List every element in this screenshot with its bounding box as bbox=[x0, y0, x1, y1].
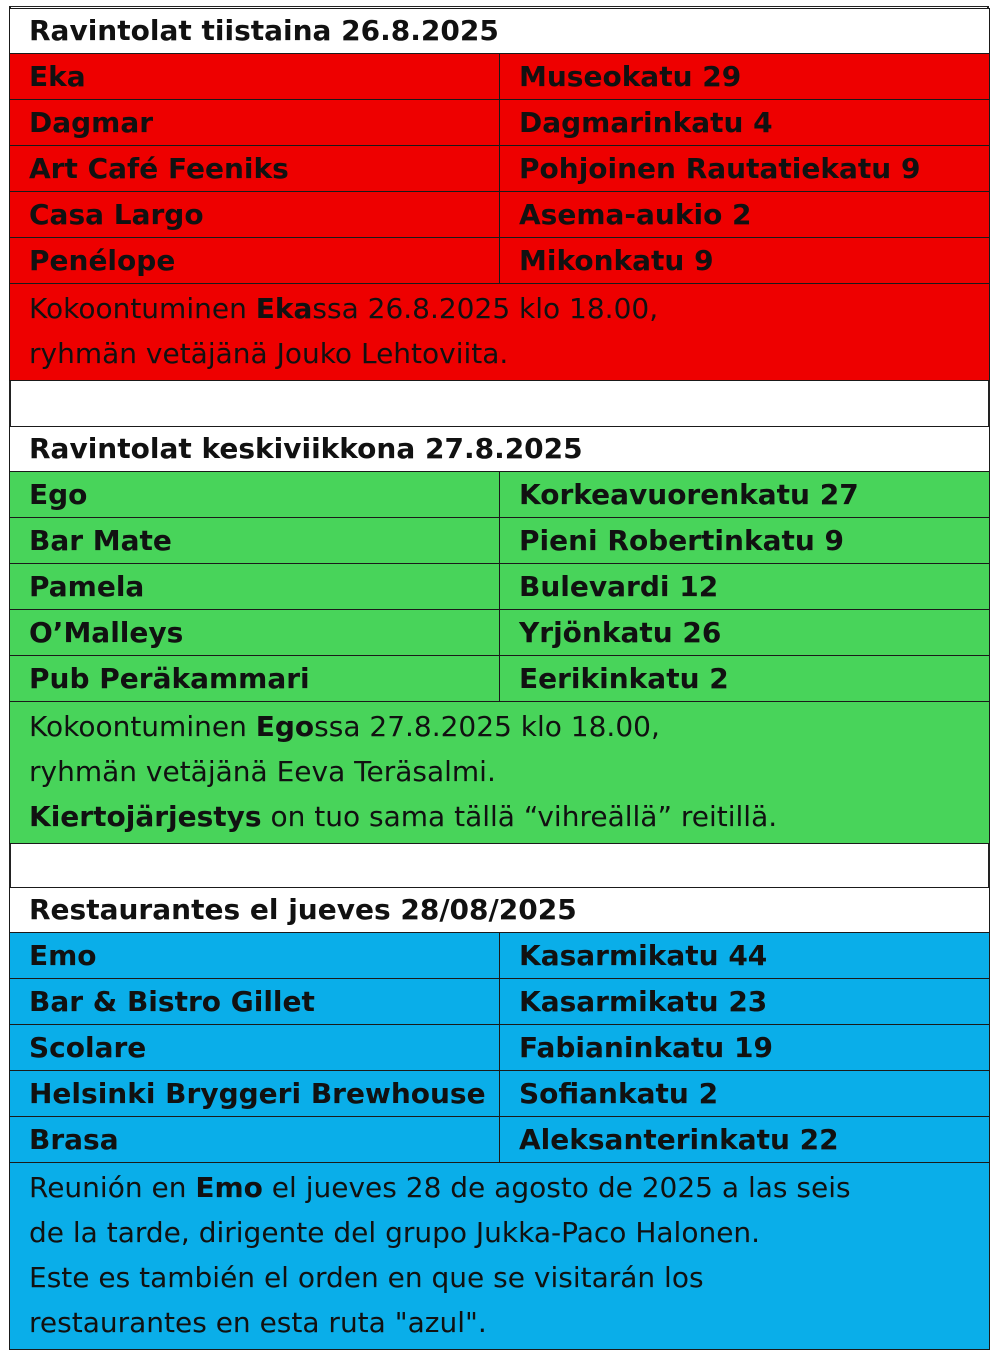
table-row bbox=[10, 979, 990, 1025]
note-bold: Kiertojärjestys bbox=[29, 800, 262, 833]
restaurant-address: Aleksanterinkatu 22 bbox=[500, 1117, 990, 1163]
note-text: ssa 26.8.2025 klo 18.00, bbox=[312, 292, 659, 325]
restaurant-address: Kasarmikatu 44 bbox=[500, 933, 990, 979]
section-spacer bbox=[9, 377, 990, 427]
table-row bbox=[10, 610, 990, 656]
note-text: on tuo sama tällä “vihreällä” reitillä. bbox=[261, 800, 778, 833]
restaurant-name: Bar Mate bbox=[10, 518, 500, 564]
tuesday-restaurants-table bbox=[9, 8, 990, 381]
restaurant-name: Penélope bbox=[10, 238, 500, 284]
table-row bbox=[10, 933, 990, 979]
note-bold: Ego bbox=[255, 710, 315, 743]
restaurant-name: Art Café Feeniks bbox=[10, 146, 500, 192]
restaurant-name: Eka bbox=[10, 54, 500, 100]
restaurant-address: Pieni Robertinkatu 9 bbox=[500, 518, 990, 564]
note-text: ryhmän vetäjänä Jouko Lehtoviita. bbox=[29, 337, 509, 370]
meeting-note bbox=[10, 284, 990, 381]
thursday-restaurants-table bbox=[9, 887, 990, 1350]
restaurant-address: Kasarmikatu 23 bbox=[500, 979, 990, 1025]
note-bold: Eka bbox=[255, 292, 313, 325]
note-text: restaurantes en esta ruta "azul". bbox=[29, 1306, 487, 1339]
table-row bbox=[10, 472, 990, 518]
restaurant-address: Sofiankatu 2 bbox=[500, 1071, 990, 1117]
restaurant-address: Pohjoinen Rautatiekatu 9 bbox=[500, 146, 990, 192]
meeting-note bbox=[10, 1163, 990, 1350]
restaurant-name: Ego bbox=[10, 472, 500, 518]
restaurant-name: Dagmar bbox=[10, 100, 500, 146]
restaurant-name: Bar & Bistro Gillet bbox=[10, 979, 500, 1025]
note-text: ryhmän vetäjänä Eeva Teräsalmi. bbox=[29, 755, 496, 788]
restaurant-name: Pamela bbox=[10, 564, 500, 610]
note-text: Kokoontuminen bbox=[29, 710, 256, 743]
table-row bbox=[10, 238, 990, 284]
wednesday-restaurants-table bbox=[9, 426, 990, 844]
table-row bbox=[10, 656, 990, 702]
section-title: Ravintolat keskiviikkona 27.8.2025 bbox=[10, 427, 990, 472]
note-text: Este es también el orden en que se visitarán los bbox=[29, 1261, 704, 1294]
table-row bbox=[10, 1117, 990, 1163]
restaurant-name: Casa Largo bbox=[10, 192, 500, 238]
table-row bbox=[10, 54, 990, 100]
note-text: Reunión en bbox=[29, 1171, 196, 1204]
restaurant-name: Brasa bbox=[10, 1117, 500, 1163]
restaurant-name: Emo bbox=[10, 933, 500, 979]
section-title: Ravintolat tiistaina 26.8.2025 bbox=[10, 9, 990, 54]
restaurant-address: Dagmarinkatu 4 bbox=[500, 100, 990, 146]
restaurant-address: Mikonkatu 9 bbox=[500, 238, 990, 284]
restaurant-address: Museokatu 29 bbox=[500, 54, 990, 100]
note-bold: Emo bbox=[195, 1171, 263, 1204]
table-row bbox=[10, 564, 990, 610]
table-row bbox=[10, 192, 990, 238]
restaurant-address: Asema-aukio 2 bbox=[500, 192, 990, 238]
restaurant-name: O’Malleys bbox=[10, 610, 500, 656]
note-text: de la tarde, dirigente del grupo Jukka-Paco Halonen. bbox=[29, 1216, 761, 1249]
restaurant-address: Bulevardi 12 bbox=[500, 564, 990, 610]
restaurant-address: Eerikinkatu 2 bbox=[500, 656, 990, 702]
table-row bbox=[10, 100, 990, 146]
table-row bbox=[10, 1025, 990, 1071]
note-text: ssa 27.8.2025 klo 18.00, bbox=[314, 710, 660, 743]
note-text: Kokoontuminen bbox=[29, 292, 256, 325]
restaurant-address: Fabianinkatu 19 bbox=[500, 1025, 990, 1071]
table-row bbox=[10, 518, 990, 564]
restaurant-name: Helsinki Bryggeri Brewhouse bbox=[10, 1071, 500, 1117]
restaurant-address: Korkeavuorenkatu 27 bbox=[500, 472, 990, 518]
section-spacer bbox=[9, 838, 990, 888]
table-row bbox=[10, 1071, 990, 1117]
table-row bbox=[10, 146, 990, 192]
restaurant-name: Scolare bbox=[10, 1025, 500, 1071]
restaurant-name: Pub Peräkammari bbox=[10, 656, 500, 702]
restaurant-address: Yrjönkatu 26 bbox=[500, 610, 990, 656]
meeting-note bbox=[10, 702, 990, 844]
section-title: Restaurantes el jueves 28/08/2025 bbox=[10, 888, 990, 933]
note-text: el jueves 28 de agosto de 2025 a las seis bbox=[262, 1171, 851, 1204]
